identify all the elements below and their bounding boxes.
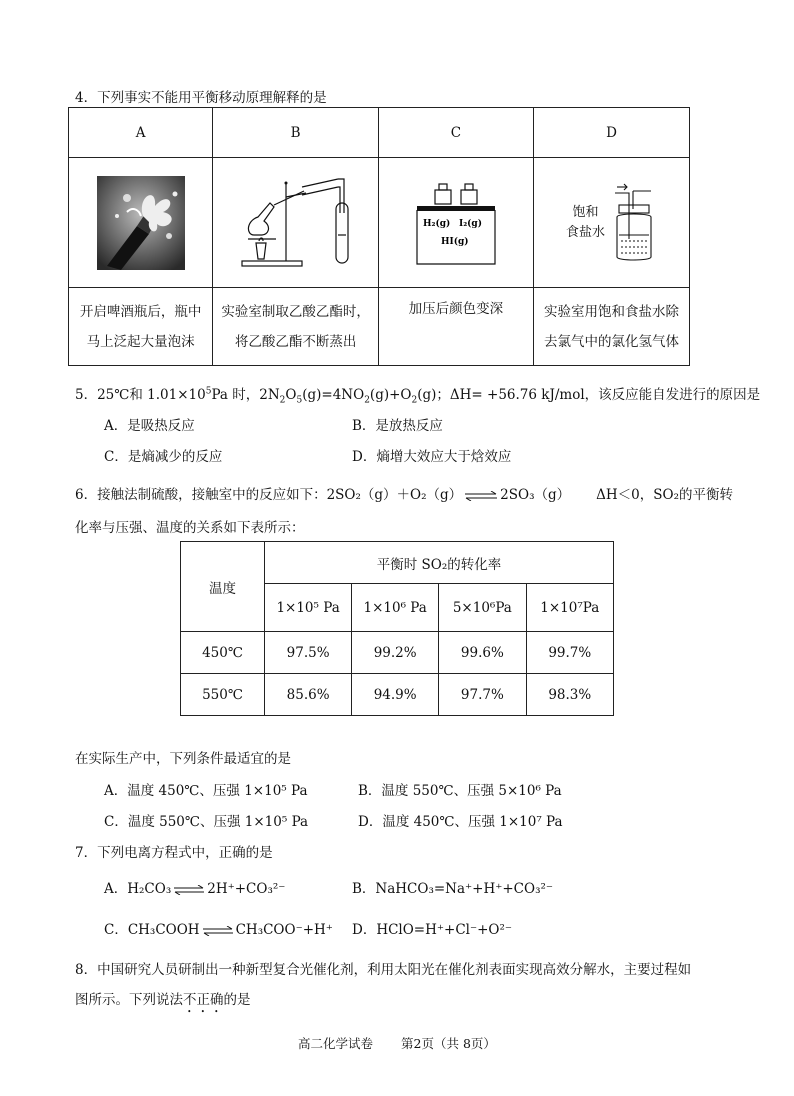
q6-option-b[interactable]: B．温度 550℃、压强 5×10⁶ Pa bbox=[358, 783, 562, 799]
pressure-header-1: 1×10⁵ Pa bbox=[265, 584, 352, 632]
pressure-cylinder-diagram bbox=[413, 180, 499, 266]
header-c: C bbox=[378, 108, 533, 158]
q6-option-d[interactable]: D．温度 450℃、压强 1×10⁷ Pa bbox=[358, 814, 563, 830]
image-cell-a bbox=[69, 158, 213, 288]
equilibrium-arrow-icon bbox=[202, 926, 234, 936]
description-c: 加压后颜色变深 bbox=[378, 288, 533, 366]
emphasis-text: 不正确 bbox=[183, 992, 224, 1008]
beer-bottle-foam-photo bbox=[97, 176, 185, 270]
header-a: A bbox=[69, 108, 213, 158]
q7-option-b[interactable]: B．NaHCO₃=Na⁺+H⁺+CO₃²⁻ bbox=[352, 881, 554, 897]
temp-header: 温度 bbox=[181, 542, 265, 632]
image-cell-d bbox=[534, 158, 690, 288]
question-6-stem-line2: 化率与压强、温度的关系如下表所示： bbox=[75, 520, 305, 536]
q7-option-c[interactable]: C．CH₃COOH CH₃COO⁻+H⁺ bbox=[104, 922, 333, 938]
header-b: B bbox=[213, 108, 378, 158]
q5-option-c[interactable]: C．是熵减少的反应 bbox=[104, 449, 223, 465]
page-footer bbox=[0, 1034, 794, 1052]
q7-option-d[interactable]: D．HClO=H⁺+Cl⁻+O²⁻ bbox=[352, 922, 513, 938]
exam-title: 高二化学试卷 bbox=[298, 1036, 374, 1051]
question-8-line2: 图所示。下列说法不正确的是 bbox=[75, 992, 251, 1008]
q7-option-a[interactable]: A．H₂CO₃ 2H⁺+CO₃²⁻ bbox=[104, 881, 286, 897]
q6-option-c[interactable]: C．温度 550℃、压强 1×10⁵ Pa bbox=[104, 814, 309, 830]
pressure-header-4: 1×10⁷Pa bbox=[526, 584, 613, 632]
c-label-i2: I₂(g) bbox=[458, 218, 482, 229]
group-header: 平衡时 SO₂的转化率 bbox=[265, 542, 614, 584]
description-d: 实验室用饱和食盐水除 去氯气中的氯化氢气体 bbox=[534, 288, 690, 366]
pressure-header-3: 5×10⁶Pa bbox=[439, 584, 526, 632]
table-row: 450℃ 97.5% 99.2% 99.6% 99.7% bbox=[181, 632, 614, 674]
q5-option-d[interactable]: D．熵增大效应大于焓效应 bbox=[352, 449, 512, 465]
question-8-line1: 8．中国研究人员研制出一种新型复合光催化剂，利用太阳光在催化剂表面实现高效分解水，主要过程如 bbox=[75, 962, 692, 978]
page-number: 第2页（共 8页） bbox=[401, 1036, 496, 1051]
description-a: 开启啤酒瓶后，瓶中 马上泛起大量泡沫 bbox=[69, 288, 213, 366]
c-label-hi: HI(g) bbox=[440, 236, 469, 247]
header-d: D bbox=[534, 108, 690, 158]
question-4-table bbox=[68, 107, 690, 366]
image-cell-c bbox=[378, 158, 533, 288]
description-b: 实验室制取乙酸乙酯时， 将乙酸乙酯不断蒸出 bbox=[213, 288, 378, 366]
conversion-rate-table bbox=[180, 541, 614, 716]
question-6-stem: 6．接触法制硫酸，接触室中的反应如下：2SO₂（g）＋O₂（g） 2SO₃（g） ΔH＜0，SO₂的平衡转 bbox=[75, 487, 733, 503]
equilibrium-arrow-icon bbox=[173, 885, 205, 895]
q5-option-b[interactable]: B．是放热反应 bbox=[352, 418, 443, 434]
d-label-line1: 饱和 bbox=[572, 204, 599, 220]
q6-option-a[interactable]: A．温度 450℃、压强 1×10⁵ Pa bbox=[104, 783, 308, 799]
table-row: 550℃ 85.6% 94.9% 97.7% 98.3% bbox=[181, 674, 614, 716]
d-label-line2: 食盐水 bbox=[566, 224, 606, 240]
q5-option-a[interactable]: A．是吸热反应 bbox=[104, 418, 195, 434]
temp-cell: 550℃ bbox=[181, 674, 265, 716]
image-cell-b bbox=[213, 158, 378, 288]
ester-distillation-apparatus bbox=[236, 173, 356, 273]
equilibrium-arrow-icon bbox=[464, 491, 498, 501]
question-4-stem: 4．下列事实不能用平衡移动原理解释的是 bbox=[75, 90, 327, 106]
gas-washing-bottle bbox=[611, 183, 657, 263]
temp-cell: 450℃ bbox=[181, 632, 265, 674]
question-6-follow: 在实际生产中，下列条件最适宜的是 bbox=[75, 751, 291, 767]
c-label-h2: H₂(g) bbox=[422, 218, 451, 229]
question-7-stem: 7．下列电离方程式中，正确的是 bbox=[75, 845, 273, 861]
pressure-header-2: 1×10⁶ Pa bbox=[352, 584, 439, 632]
question-5-stem: 5．25℃和 $1.01\times 10^5Pa$ 时，$2N_2O_5(g)=4NO_2(g)+O_2(g)$；ΔH= +56.76 kJ/mol，该反应能自发进行的原因是 bbox=[75, 386, 761, 406]
